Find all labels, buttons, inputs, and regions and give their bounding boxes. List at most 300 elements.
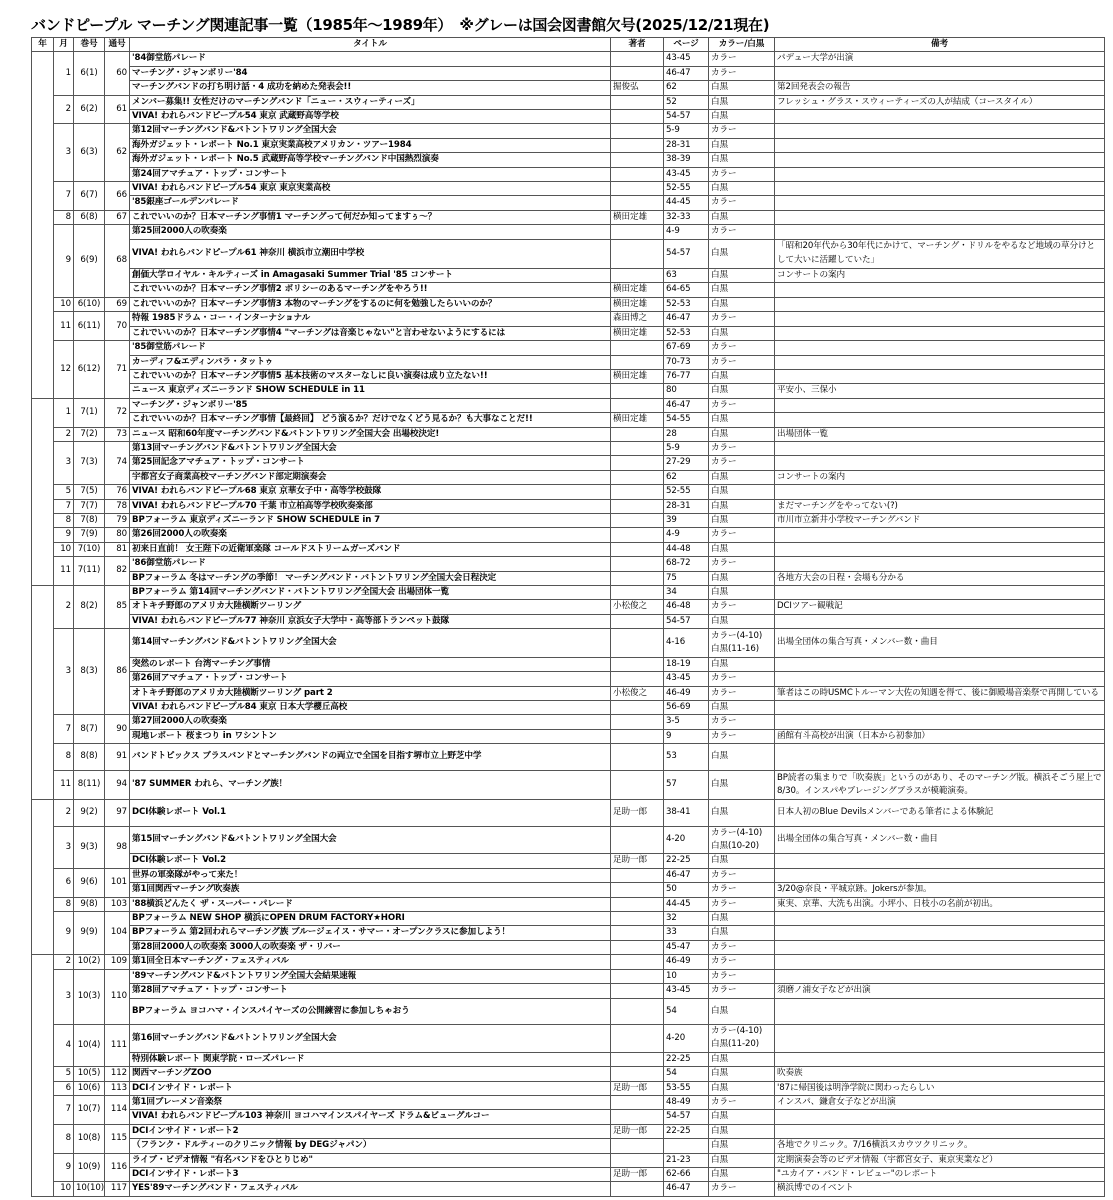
volume-cell: 8(2)	[74, 586, 105, 629]
pages-cell: 62-66	[664, 1167, 709, 1181]
issue-cell: 97	[105, 800, 130, 826]
pages-cell: 27-29	[664, 456, 709, 470]
title-cell: VIVA! われらバンドピープル54 東京 東京実業高校	[130, 182, 611, 196]
table-row	[32, 153, 1105, 167]
title-cell: 創価大学ロイヤル・キルティーズ in Amagasaki Summer Trial '85 コンサート	[130, 269, 611, 283]
notes-cell	[775, 854, 1105, 868]
pages-cell: 43-45	[664, 672, 709, 686]
issue-cell: 79	[105, 513, 130, 527]
issue-cell: 74	[105, 441, 130, 484]
title-cell: '84御堂筋パレード	[130, 52, 611, 66]
title-cell: 特別体験レポート 関東学院・ローズパレード	[130, 1052, 611, 1066]
color-cell: カラー(4-10) 白黒(11-20)	[709, 1024, 775, 1052]
issue-cell: 103	[105, 897, 130, 911]
notes-cell	[775, 167, 1105, 181]
author-cell	[611, 984, 664, 998]
volume-cell: 8(3)	[74, 629, 105, 715]
month-cell: 8	[54, 513, 74, 527]
pages-cell: 54-55	[664, 413, 709, 427]
title-cell: ニュース 東京ディズニーランド SHOW SCHEDULE in 11	[130, 384, 611, 398]
notes-cell	[775, 912, 1105, 926]
title-cell: VIVA! われらバンドピープル77 神奈川 京浜女子大学中・高等部トランペット鼓隊	[130, 614, 611, 628]
author-cell	[611, 427, 664, 441]
volume-cell: 6(3)	[74, 124, 105, 182]
title-cell: BPフォーラム ヨコハマ・インスパイヤーズの公開練習に参加しちゃおう	[130, 998, 611, 1024]
table-row	[32, 369, 1105, 383]
month-cell: 10	[54, 1182, 74, 1196]
col-header-author: 著者	[611, 38, 664, 52]
notes-cell: DCIツアー観戦記	[775, 600, 1105, 614]
table-row	[32, 1067, 1105, 1081]
volume-cell: 6(10)	[74, 297, 105, 311]
pages-cell: 18-19	[664, 657, 709, 671]
month-cell: 11	[54, 770, 74, 800]
table-row	[32, 1182, 1105, 1196]
table-row	[32, 485, 1105, 499]
table-row	[32, 427, 1105, 441]
author-cell	[611, 542, 664, 556]
title-cell: '86御堂筋パレード	[130, 557, 611, 571]
pages-cell: 10	[664, 969, 709, 983]
color-cell: カラー(4-10) 白黒(10-20)	[709, 826, 775, 854]
notes-cell: 日本人初のBlue Devilsメンバーである筆者による体験記	[775, 800, 1105, 826]
month-cell: 2	[54, 586, 74, 629]
table-row	[32, 1081, 1105, 1095]
notes-cell: BP読者の集まりで「吹奏族」というのがあり、そのマーチング版。横浜そごう屋上で8/30。インスパやブレージングブラスが模範演奏。	[775, 770, 1105, 800]
issue-cell: 73	[105, 427, 130, 441]
color-cell: カラー(4-10) 白黒(11-16)	[709, 629, 775, 658]
table-row	[32, 542, 1105, 556]
notes-cell: 「昭和20年代から30年代にかけて、マーチング・ドリルをやるなど地域の草分けとして大いに活躍していた」	[775, 239, 1105, 268]
title-cell: 初来日直前！ 女王陛下の近衛軍楽隊 コールドストリームガーズバンド	[130, 542, 611, 556]
pages-cell: 54-57	[664, 1110, 709, 1124]
table-row	[32, 513, 1105, 527]
notes-cell	[775, 485, 1105, 499]
author-cell	[611, 614, 664, 628]
author-cell	[611, 770, 664, 800]
issue-cell: 78	[105, 499, 130, 513]
pages-cell: 70-73	[664, 355, 709, 369]
table-row	[32, 456, 1105, 470]
table-row	[32, 196, 1105, 210]
pages-cell: 75	[664, 571, 709, 585]
author-cell	[611, 998, 664, 1024]
color-cell: 白黒	[709, 854, 775, 868]
pages-cell: 46-47	[664, 312, 709, 326]
table-row	[32, 441, 1105, 455]
pages-cell: 63	[664, 269, 709, 283]
author-cell	[611, 657, 664, 671]
table-row	[32, 182, 1105, 196]
title-cell: '89マーチングバンド&バトントワリング全国大会結果速報	[130, 969, 611, 983]
title-cell: BPフォーラム NEW SHOP 横浜にOPEN DRUM FACTORY★HORI	[130, 912, 611, 926]
table-row	[32, 1052, 1105, 1066]
table-row	[32, 770, 1105, 800]
notes-cell	[775, 225, 1105, 239]
pages-cell: 28-31	[664, 138, 709, 152]
pages-cell: 46-47	[664, 1182, 709, 1196]
col-header-notes: 備考	[775, 38, 1105, 52]
volume-cell: 10(5)	[74, 1067, 105, 1081]
color-cell: 白黒	[709, 470, 775, 484]
pages-cell: 4-20	[664, 826, 709, 854]
month-cell: 1	[54, 398, 74, 427]
pages-cell: 44-48	[664, 542, 709, 556]
author-cell: 小松俊之	[611, 600, 664, 614]
issue-cell: 111	[105, 1024, 130, 1066]
author-cell	[611, 1052, 664, 1066]
document-title: バンドピープル マーチング関連記事一覧（1985年～1989年） ※グレーは国会図書館欠号(2025/12/21現在)	[31, 16, 770, 34]
color-cell: カラー	[709, 686, 775, 700]
notes-cell: '87に帰国後は明浄学院に関わったらしい	[775, 1081, 1105, 1095]
table-row	[32, 744, 1105, 770]
pages-cell: 80	[664, 384, 709, 398]
pages-cell: 34	[664, 586, 709, 600]
notes-cell	[775, 138, 1105, 152]
notes-cell	[775, 701, 1105, 715]
month-cell: 3	[54, 629, 74, 715]
table-row	[32, 283, 1105, 297]
notes-cell: 3/20@奈良・平城京跡。Jokersが参加。	[775, 883, 1105, 897]
author-cell	[611, 398, 664, 412]
color-cell: 白黒	[709, 701, 775, 715]
color-cell: カラー	[709, 124, 775, 138]
pages-cell: 4-16	[664, 629, 709, 658]
month-cell: 4	[54, 1024, 74, 1066]
color-cell: 白黒	[709, 427, 775, 441]
title-cell: 第27回2000人の吹奏楽	[130, 715, 611, 729]
pages-cell	[664, 1139, 709, 1153]
pages-cell: 52-53	[664, 326, 709, 340]
color-cell: カラー	[709, 969, 775, 983]
table-row	[32, 225, 1105, 239]
author-cell	[611, 629, 664, 658]
title-cell: 海外ガジェット・レポート No.1 東京実業高校アメリカン・ツアー1984	[130, 138, 611, 152]
table-body	[32, 52, 1105, 1196]
notes-cell	[775, 1110, 1105, 1124]
notes-cell	[775, 715, 1105, 729]
author-cell	[611, 826, 664, 854]
color-cell: 白黒	[709, 1139, 775, 1153]
title-cell: BPフォーラム 冬はマーチングの季節！ マーチングバンド・バトントワリング全国大会日程決定	[130, 571, 611, 585]
table-row	[32, 167, 1105, 181]
issue-cell: 91	[105, 744, 130, 770]
pages-cell: 38-41	[664, 800, 709, 826]
author-cell	[611, 470, 664, 484]
pages-cell: 68-72	[664, 557, 709, 571]
notes-cell: 横浜博でのイベント	[775, 1182, 1105, 1196]
notes-cell	[775, 182, 1105, 196]
table-row	[32, 312, 1105, 326]
color-cell: 白黒	[709, 283, 775, 297]
table-row	[32, 614, 1105, 628]
color-cell: 白黒	[709, 1067, 775, 1081]
month-cell: 8	[54, 210, 74, 224]
month-cell: 2	[54, 955, 74, 969]
table-row	[32, 826, 1105, 854]
title-cell: これでいいのか？日本マーチング事情【最終回】 どう演るか？だけでなくどう見るか？も大事なことだ!!	[130, 413, 611, 427]
notes-cell	[775, 1124, 1105, 1138]
volume-cell: 6(2)	[74, 95, 105, 124]
header-row	[32, 38, 1105, 52]
author-cell	[611, 897, 664, 911]
notes-cell	[775, 326, 1105, 340]
volume-cell: 8(7)	[74, 715, 105, 744]
volume-cell: 10(9)	[74, 1153, 105, 1182]
pages-cell: 46-48	[664, 600, 709, 614]
pages-cell: 21-23	[664, 1153, 709, 1167]
col-header-volume: 巻号	[74, 38, 105, 52]
color-cell: 白黒	[709, 384, 775, 398]
issue-cell: 61	[105, 95, 130, 124]
issue-cell: 70	[105, 312, 130, 341]
author-cell	[611, 499, 664, 513]
col-header-color: カラー/白黒	[709, 38, 775, 52]
pages-cell: 76-77	[664, 369, 709, 383]
author-cell	[611, 52, 664, 66]
col-header-month: 月	[54, 38, 74, 52]
author-cell	[611, 384, 664, 398]
notes-cell: 東実、京華、大洗も出演。小坪小、日枝小の名前が初出。	[775, 897, 1105, 911]
notes-cell	[775, 528, 1105, 542]
title-cell: 第15回マーチングバンド&バトントワリング全国大会	[130, 826, 611, 854]
table-row	[32, 398, 1105, 412]
pages-cell: 53	[664, 744, 709, 770]
color-cell: カラー	[709, 672, 775, 686]
author-cell	[611, 196, 664, 210]
title-cell: DCI体験レポート Vol.1	[130, 800, 611, 826]
table-row	[32, 210, 1105, 224]
volume-cell: 7(7)	[74, 499, 105, 513]
table-row	[32, 1153, 1105, 1167]
title-cell: 第26回アマチュア・トップ・コンサート	[130, 672, 611, 686]
volume-cell: 10(2)	[74, 955, 105, 969]
title-cell: BPフォーラム 第2回われらマーチング族 ブルージェイス・サマー・オープンクラスに参加しよう！	[130, 926, 611, 940]
table-row	[32, 586, 1105, 600]
author-cell: 足助一郎	[611, 1124, 664, 1138]
issue-cell: 68	[105, 225, 130, 298]
month-cell: 3	[54, 969, 74, 1024]
table-row	[32, 969, 1105, 983]
pages-cell: 39	[664, 513, 709, 527]
pages-cell: 32	[664, 912, 709, 926]
month-cell: 9	[54, 225, 74, 298]
color-cell: カラー	[709, 984, 775, 998]
volume-cell: 8(8)	[74, 744, 105, 770]
table-row	[32, 269, 1105, 283]
notes-cell	[775, 341, 1105, 355]
notes-cell	[775, 557, 1105, 571]
title-cell: （フランク・ドルティーのクリニック情報 by DEGジャパン）	[130, 1139, 611, 1153]
author-cell	[611, 912, 664, 926]
title-cell: VIVA! われらバンドピープル70 千葉 市立柏高等学校吹奏楽部	[130, 499, 611, 513]
volume-cell: 9(3)	[74, 826, 105, 868]
notes-cell: コンサートの案内	[775, 470, 1105, 484]
author-cell	[611, 868, 664, 882]
author-cell: 横田定雄	[611, 369, 664, 383]
month-cell: 11	[54, 557, 74, 586]
issue-cell: 114	[105, 1095, 130, 1124]
color-cell: 白黒	[709, 1110, 775, 1124]
volume-cell: 6(12)	[74, 341, 105, 399]
author-cell	[611, 1153, 664, 1167]
pages-cell: 52-53	[664, 297, 709, 311]
title-cell: 第24回アマチュア・トップ・コンサート	[130, 167, 611, 181]
pages-cell: 3-5	[664, 715, 709, 729]
month-cell: 8	[54, 744, 74, 770]
pages-cell: 53-55	[664, 1081, 709, 1095]
month-cell: 8	[54, 897, 74, 911]
pages-cell: 4-9	[664, 225, 709, 239]
author-cell: 足助一郎	[611, 1081, 664, 1095]
notes-cell	[775, 297, 1105, 311]
color-cell: 白黒	[709, 571, 775, 585]
title-cell: 第28回2000人の吹奏楽 3000人の吹奏楽 ザ・リバー	[130, 940, 611, 954]
year-cell	[32, 586, 54, 800]
title-cell: 第14回マーチングバンド&バトントワリング全国大会	[130, 629, 611, 658]
table-row	[32, 800, 1105, 826]
notes-cell	[775, 1052, 1105, 1066]
color-cell: 白黒	[709, 81, 775, 95]
author-cell: 森田博之	[611, 312, 664, 326]
color-cell: カラー	[709, 883, 775, 897]
volume-cell: 6(9)	[74, 225, 105, 298]
issue-cell: 110	[105, 969, 130, 1024]
color-cell: カラー	[709, 897, 775, 911]
col-header-pages: ページ	[664, 38, 709, 52]
volume-cell: 6(8)	[74, 210, 105, 224]
color-cell: 白黒	[709, 138, 775, 152]
table-row	[32, 355, 1105, 369]
title-cell: マーチングバンドの打ち明け話・4 成功を納めた発表会!!	[130, 81, 611, 95]
year-cell	[32, 398, 54, 585]
table-row	[32, 1139, 1105, 1153]
notes-cell	[775, 868, 1105, 882]
notes-cell: 第2回発表会の報告	[775, 81, 1105, 95]
pages-cell: 46-49	[664, 955, 709, 969]
author-cell	[611, 225, 664, 239]
table-row	[32, 81, 1105, 95]
color-cell: 白黒	[709, 770, 775, 800]
title-cell: BPフォーラム 東京ディズニーランド SHOW SCHEDULE in 7	[130, 513, 611, 527]
pages-cell: 43-45	[664, 52, 709, 66]
col-header-year: 年	[32, 38, 54, 52]
table-row	[32, 326, 1105, 340]
issue-cell: 60	[105, 52, 130, 95]
pages-cell: 38-39	[664, 153, 709, 167]
issue-cell: 98	[105, 826, 130, 868]
notes-cell	[775, 312, 1105, 326]
volume-cell: 9(2)	[74, 800, 105, 826]
volume-cell: 7(5)	[74, 485, 105, 499]
table-row	[32, 95, 1105, 109]
issue-cell: 66	[105, 182, 130, 211]
author-cell	[611, 513, 664, 527]
pages-cell: 4-20	[664, 1024, 709, 1052]
title-cell: オトキチ野郎のアメリカ大陸横断ツーリング	[130, 600, 611, 614]
pages-cell: 45-47	[664, 940, 709, 954]
month-cell: 7	[54, 182, 74, 211]
title-cell: VIVA! われらバンドピープル61 神奈川 横浜市立潮田中学校	[130, 239, 611, 268]
issue-cell: 82	[105, 557, 130, 586]
notes-cell: "ユカイア・バンド・レビュー"のレポート	[775, 1167, 1105, 1181]
author-cell: 足助一郎	[611, 800, 664, 826]
author-cell: 足助一郎	[611, 854, 664, 868]
notes-cell	[775, 969, 1105, 983]
month-cell: 9	[54, 528, 74, 542]
color-cell: カラー	[709, 955, 775, 969]
volume-cell: 7(9)	[74, 528, 105, 542]
issue-cell: 62	[105, 124, 130, 182]
pages-cell: 52-55	[664, 485, 709, 499]
notes-cell: 吹奏族	[775, 1067, 1105, 1081]
month-cell: 5	[54, 1067, 74, 1081]
table-row	[32, 600, 1105, 614]
table-row	[32, 341, 1105, 355]
author-cell	[611, 586, 664, 600]
table-row	[32, 868, 1105, 882]
color-cell: 白黒	[709, 153, 775, 167]
color-cell: 白黒	[709, 586, 775, 600]
pages-cell: 5-9	[664, 124, 709, 138]
table-row	[32, 926, 1105, 940]
volume-cell: 10(7)	[74, 1095, 105, 1124]
pages-cell: 44-45	[664, 196, 709, 210]
title-cell: これでいいのか？日本マーチング事情2 ポリシーのあるマーチングをやろう!!	[130, 283, 611, 297]
title-cell: ライブ・ビデオ情報 "有名バンドをひとりじめ"	[130, 1153, 611, 1167]
table-row	[32, 729, 1105, 743]
author-cell	[611, 269, 664, 283]
table-row	[32, 384, 1105, 398]
volume-cell: 10(6)	[74, 1081, 105, 1095]
month-cell: 5	[54, 485, 74, 499]
pages-cell: 52	[664, 95, 709, 109]
title-cell: 突然のレポート 台湾マーチング事情	[130, 657, 611, 671]
author-cell	[611, 66, 664, 80]
table-row	[32, 672, 1105, 686]
author-cell	[611, 557, 664, 571]
notes-cell	[775, 283, 1105, 297]
issue-cell: 94	[105, 770, 130, 800]
month-cell: 2	[54, 95, 74, 124]
author-cell	[611, 883, 664, 897]
title-cell: 第1回全日本マーチング・フェスティバル	[130, 955, 611, 969]
title-cell: これでいいのか？日本マーチング事情5 基本技術のマスターなしに良い演奏は成り立たない!!	[130, 369, 611, 383]
pages-cell: 46-47	[664, 398, 709, 412]
pages-cell: 4-9	[664, 528, 709, 542]
title-cell: YES'89マーチングバンド・フェスティバル	[130, 1182, 611, 1196]
color-cell: 白黒	[709, 744, 775, 770]
volume-cell: 6(11)	[74, 312, 105, 341]
month-cell: 3	[54, 826, 74, 868]
pages-cell: 62	[664, 470, 709, 484]
color-cell: 白黒	[709, 998, 775, 1024]
author-cell	[611, 95, 664, 109]
author-cell	[611, 1139, 664, 1153]
pages-cell: 46-49	[664, 686, 709, 700]
issue-cell: 109	[105, 955, 130, 969]
color-cell: 白黒	[709, 326, 775, 340]
pages-cell: 62	[664, 81, 709, 95]
month-cell: 9	[54, 912, 74, 955]
author-cell	[611, 341, 664, 355]
volume-cell: 10(10)	[74, 1182, 105, 1196]
table-row	[32, 940, 1105, 954]
title-cell: 第25回記念アマチュア・トップ・コンサート	[130, 456, 611, 470]
author-cell	[611, 110, 664, 124]
table-row	[32, 897, 1105, 911]
color-cell: 白黒	[709, 269, 775, 283]
